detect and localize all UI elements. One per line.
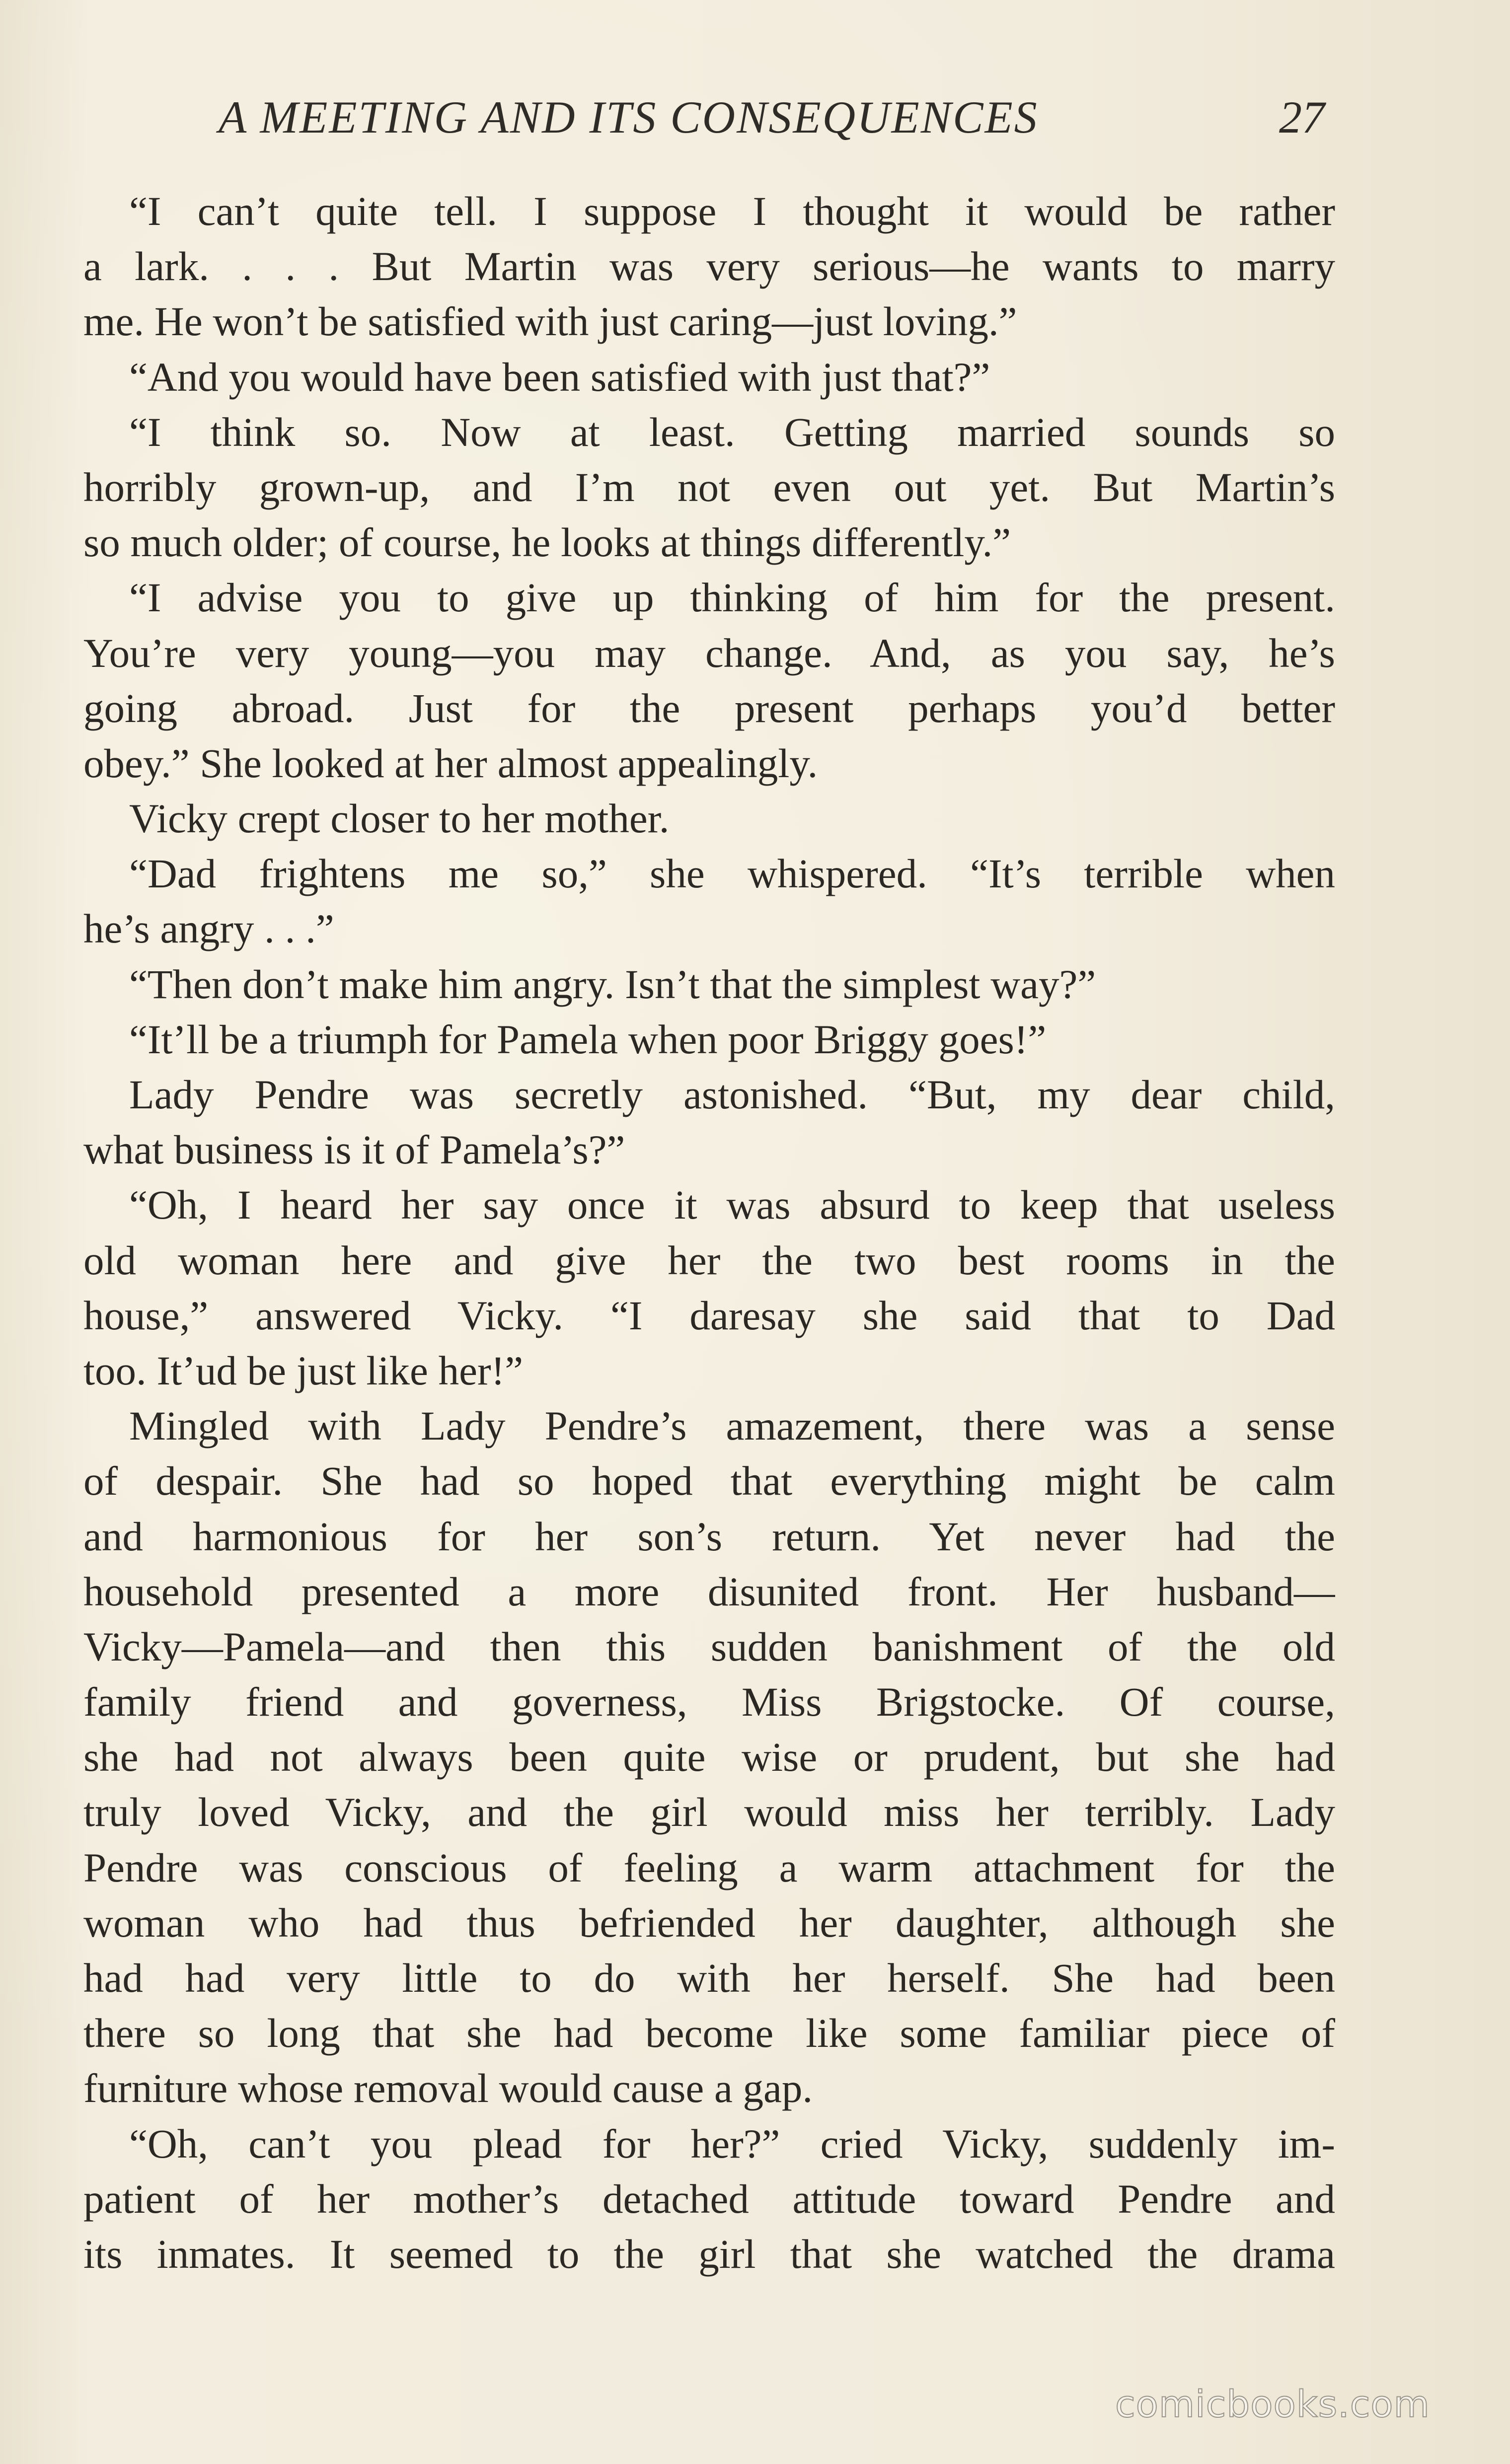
- body-text: [83, 184, 1335, 2282]
- text-line: what business is it of Pamela’s?”: [83, 1127, 625, 1173]
- text-line: “I can’t quite tell. I suppose I thought it would be rather: [129, 188, 1335, 234]
- text-line: a lark. . . . But Martin was very serious—he wants to marry: [83, 243, 1335, 290]
- text-line: so much older; of course, he looks at things differently.”: [83, 519, 1011, 566]
- text-line: there so long that she had become like some familiar piece of: [83, 2010, 1335, 2056]
- text-line: “Oh, can’t you plead for her?” cried Vicky, suddenly im-: [129, 2120, 1335, 2167]
- text-line: Mingled with Lady Pendre’s amazement, there was a sense: [129, 1403, 1335, 1449]
- text-line: of despair. She had so hoped that everything might be calm: [83, 1458, 1335, 1504]
- text-line: “Then don’t make him angry. Isn’t that the simplest way?”: [129, 961, 1096, 1007]
- text-line: he’s angry . . .”: [83, 906, 334, 952]
- text-line: furniture whose removal would cause a gap.: [83, 2065, 813, 2111]
- text-line: “I advise you to give up thinking of him for the present.: [129, 575, 1335, 621]
- text-line: old woman here and give her the two best rooms in the: [83, 1237, 1335, 1283]
- text-line: and harmonious for her son’s return. Yet never had the: [83, 1513, 1335, 1559]
- text-line: its inmates. It seemed to the girl that she watched the drama: [83, 2231, 1335, 2277]
- text-line: “And you would have been satisfied with just that?”: [129, 354, 990, 400]
- running-head: A MEETING AND ITS CONSEQUENCES: [219, 92, 1039, 143]
- text-line: truly loved Vicky, and the girl would miss her terribly. Lady: [83, 1789, 1335, 1835]
- text-line: Lady Pendre was secretly astonished. “But, my dear child,: [129, 1072, 1335, 1117]
- text-line: “Dad frightens me so,” she whispered. “It’s terrible when: [129, 851, 1335, 897]
- text-line: she had not always been quite wise or prudent, but she had: [83, 1734, 1335, 1780]
- text-line: had had very little to do with her herself. She had been: [83, 1955, 1335, 2001]
- text-line: “It’ll be a triumph for Pamela when poor Briggy goes!”: [129, 1016, 1047, 1062]
- text-line: too. It’ud be just like her!”: [83, 1347, 524, 1393]
- text-line: Pendre was conscious of feeling a warm attachment for the: [83, 1844, 1335, 1890]
- text-line: horribly grown-up, and I’m not even out yet. But Martin’s: [83, 464, 1335, 510]
- text-line: household presented a more disunited front. Her husband—: [83, 1568, 1335, 1614]
- text-line: “Oh, I heard her say once it was absurd to keep that useless: [129, 1182, 1335, 1228]
- text-line: You’re very young—you may change. And, as you say, he’s: [83, 630, 1335, 676]
- text-line: patient of her mother’s detached attitude toward Pendre and: [83, 2175, 1335, 2222]
- text-line: family friend and governess, Miss Brigstocke. Of course,: [83, 1679, 1335, 1725]
- text-line: Vicky—Pamela—and then this sudden banishment of the old: [83, 1623, 1335, 1669]
- text-line: “I think so. Now at least. Getting married sounds so: [129, 409, 1335, 455]
- text-line: woman who had thus befriended her daughter, although she: [83, 1899, 1335, 1946]
- text-line: going abroad. Just for the present perhaps you’d better: [83, 685, 1335, 731]
- text-line: house,” answered Vicky. “I daresay she said that to Dad: [83, 1292, 1335, 1338]
- text-line: Vicky crept closer to her mother.: [129, 796, 670, 842]
- watermark-text: comicbooks.com: [1115, 2383, 1430, 2426]
- page-number: 27: [1279, 92, 1325, 143]
- text-line: me. He won’t be satisfied with just caring—just loving.”: [83, 298, 1017, 345]
- text-line: obey.” She looked at her almost appealingly.: [83, 740, 818, 786]
